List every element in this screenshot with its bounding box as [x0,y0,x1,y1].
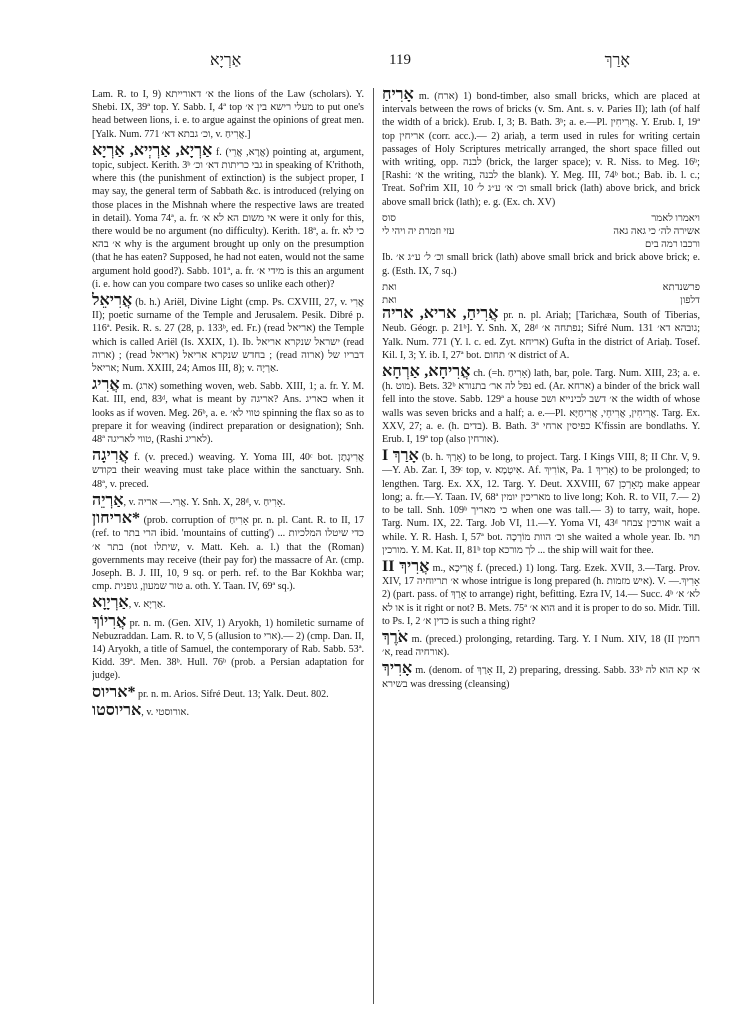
dictionary-entry [92,141,364,291]
verse-fragment-right: ורכבו רמה בים [644,239,700,251]
dictionary-entry [382,88,700,209]
entry-headword: אֲרִיוֹךְ [92,612,127,630]
quoted-verse-row [382,225,700,238]
entry-definition: ch. (=h. אָרִיחַ) lath, bar, pole. Targ. Num. XIII, 23; a. e. (h. מוט). Bets. 32ᵇ נפל לה אר׳ בתנורא ed. (Ar. ארחא) a binder of the brick wall fell into the stove. Sabb. 129ª a house א׳ דשב לבינייא ושב the width of whose walls was seven bricks and a half; a. e.—Pl. אֲרִיחִין, אֲרִיחֵי, אֲרִיחַיָּא. Targ. Ex. XXV, 27; a. e. (h. בדים). B. Bath. 3ª כפיסין ארחי K'fissin are bondlaths. Y. Erub. I, 19ª top (also אורחין). [382,368,700,446]
dictionary-entry [92,88,364,141]
quoted-verse-row [382,281,700,294]
dictionary-entry [92,701,364,719]
dictionary-entry [92,378,364,446]
verse-fragment-left: ואת [382,295,397,307]
entry-definition: m., אֲרִיכָא f. (preced.) 1) long. Targ. Ezek. XVII, 3.—Targ. Prov. XIV, 17 א׳ תריוחיה whose intrigue is long prepared (h. איש מזמות). V. אָרִיךְ.— 2) (part. pass. of אָרַךְ to arrange) right, befitting. Ezra IV, 14.— Succ. 4ᵇ לא׳ א׳ או לא is it right or not? B. Mets. 75ª הוא א׳ and it is proper to do so. Midr. Till. to Ps. I, 2 כדין א׳ is such a thing right? [382,562,700,627]
page-number: 119 [389,52,411,68]
dictionary-entry [92,683,364,701]
quoted-verse-row [382,212,700,225]
verse-fragment-right: ויאמרו לאמר [651,212,700,224]
entry-headword: אֲרִיגָה [92,447,129,465]
entry-definition: Ib. וכ׳ ל׳ ע״ג א׳ small brick (lath) above small brick and brick above brick; e. g. (Esth. IX, 7 sq.) [382,252,700,277]
entry-headword: אֲרִיחַ, אריא, אריה [382,305,499,323]
dictionary-entry [382,557,700,628]
entry-definition: f. (v. preced.) weaving. Y. Yoma III, 40ᶜ bot. אֲרִיגָתָן בקודש their weaving must take place within the sanctuary. Snh. 48ª, v. preced. [92,452,364,490]
entry-headword: אֲרִיךְ II [382,557,430,575]
entry-definition: m. (denom. of אָרַךְ II, 2) preparing, dressing. Sabb. 33ᵇ א׳ קא הוא לה בשירא was dressing (cleansing) [382,665,700,690]
entry-headword: *אריחון [92,510,140,528]
dictionary-entry [382,662,700,690]
verse-fragment-left: סוס [382,212,396,224]
verse-fragment-right: אשירה לה׳ כי גאה גאה [613,226,700,238]
left-column [92,88,364,1008]
right-column [382,88,700,1008]
verse-fragment-left: ואת [382,281,397,293]
page-header [90,52,710,76]
dictionary-entry [92,596,364,611]
entry-headword: אריוסטו [92,701,142,719]
entry-definition: (prob. corruption of אָרִיחַ pr. n. pl. Cant. R. to II, 17 (ref. to הרי בתר ibid. 'mountains of cutting') כדי שיטלו המלכיות ... בתר א׳ (not שיתלו, v. Matt. Keh. a. l.) that the (Roman) governments may receive (their pay for) the massacre of Ar. (cmp. Joseph. B. J. III, 10, 9 sq. or perh. ref. to the Bar Kokhba war; cmp. טור שמעון, גופנית a. oth. Y. Taan. IV, 69ª sq.). [92,515,364,593]
verse-fragment-right: פרשנדתא [662,281,700,293]
entry-headword: אָרִיךְ [382,660,413,678]
entry-headword: אֲרִיחָא, אַרְחָא [382,363,471,381]
entry-headword: אֹרֶךְ [382,628,408,646]
dictionary-entry [92,612,364,683]
entry-headword: אָרַךְ I [382,447,419,465]
entry-headword: אַרְיֵה [92,491,124,509]
entry-definition: pr. n. m. Arios. Sifré Deut. 13; Yalk. Deut. 802. [135,688,329,700]
quoted-verse-row [382,238,700,251]
entry-definition: (b. h.) Ariël, Divine Light (cmp. Ps. CXVIII, 27, v. אֲרִי II); poetic surname of the Temple and Jerusalem. Pesik. Dibré p. 116ª. Pesik. R. s. 27 (28, p. 133ᵇ, ed. Fr.) (read אריאל) the Temple which is called Ariël (Is. XXIX, 1). Ib. ישראל שנקרא אריאל (read ארוה) ; (read אריאל) בחדש שנקרא אריאל ; (read ארוה) דבריו של אריאל; Num. XXIII, 24; Amos III, 8); v. אַרְיָה. [92,297,364,375]
entry-headword: *אריוס [92,683,136,701]
verse-fragment-left: עזי וזמרת יה ויהי לי [382,226,455,238]
header-left-word: אַרְיָא [210,52,242,69]
verse-fragment-right: דלפון [680,295,700,307]
entry-headword: אַרְיָא, אַרְיְיא, אַרְיָא [92,141,213,159]
dictionary-entry [92,512,364,593]
header-right-word: אָרַךְ [604,52,630,69]
entry-headword: אָרִיחַ [382,88,414,103]
entry-definition: f. (אֲרָא, אֲרֵי) pointing at, argument, topic, subject. Kerith. 3ᵇ גבי כריתות דא׳ וכ׳ in speaking of K'rithoth, where this (the punishment of extinction) is the subject proper, I may say, the general term of Sabbath &c. is introduced (relying on those places in the Mishnah where the respective laws are treated in detail). Yoma 74ª, a. fr. אי משום הא לא א׳ were it only for this, there would be no argument (no difficulty). Kerith. 18ª, a. fr. כי לא א׳ בהא why is the argument brought up only on the presumption (that he has eaten? Supposed, he had not eaten, would not the same argument hold good?). Sabb. 101ª, a. fr. מידי א׳ is this an argument (i. e. how can you compare two cases so unlike each other)? [92,146,364,290]
dictionary-entry [92,491,364,509]
entry-definition: m. (ארג) something woven, web. Sabb. XIII, 1; a. fr. Y. M. Kat. III, end, 83ᵈ, what is meant by אריגה? Ans. כאריג when it looks as if woven. Meg. 26ᵇ, a. e. טווי לא׳ spinning the flax so as to prepare it for weaving (indirect preparation or designation); Snh. 48ª טווי לאריגה, (Rashi לאריג). [92,381,364,446]
entry-definition: , v. אַרְיָא. [128,599,166,611]
entry-definition: (b. h. אָרַךְ) to be long, to project. Targ. I Kings VIII, 8; II Chr. V, 9.—Y. Ab. Zar. I, 39ᶜ top, v. אִיטְמָא. Af. אוֹרִיךְ, Pa. אָרִיךְ 1) to be prolonged; to lengthen. Targ. Ex. XX, 12. Targ. Y. Deut. XXVIII, 67 מְאָרְכִן make appear long; a. fr.—Y. Taan. IV, 68ª מאריכין יומין to live long; Koh. R. to VII, 7.— 2) to be tall. Snh. 109ᵇ כי מאריך when one was tall.— 3) to tarry, wait, hope. Targ. Num. IX, 22. Targ. Job VI, 11.—Y. Yoma VI, 43ᵈ אורכין צבחר wait a while. Y. R. Hash. I, 57ª bot. וכ׳ הוות מוֹרְכָה she waited a whole year. Ib. תוי מורכין. Y. M. Kat. II, 81ᵇ top לך מורכא ... the ship will wait for thee. [382,452,700,556]
entry-definition: m. (preced.) prolonging, retarding. Targ. Y. I Num. XIV, 18 (II רחמין א׳, read אורחיה). [382,633,700,659]
entry-definition: , v. אורוסטי. [141,706,189,718]
dictionary-entry [382,307,700,362]
dictionary-entry [382,628,700,659]
dictionary-entry [382,251,700,277]
entry-definition: m. (ארח) 1) bond-timber, also small bricks, which are placed at intervals between the rows of bricks (v. Sm. Ant. s. v. Paries II); lath (of half the width of a brick). Erub. I, 3; B. Bath. 3ᵇ; a. e.—Pl. אֲרִיחִין. Y. Erub. I, 19ª top אריחין (corr. acc.).— 2) ariaḥ, a term used in rules for writing certain passages of Holy Scriptures metrically arranged, the short space filled out with writing, opp. לבנה (brick, the larger space); v. R. Niss. to Meg. 16ᵇ; [Rashi: א׳ the writing, לבנה the blank). Y. Meg. III, 74ᵇ bot.; Bab. ib. l. c.; Treat. Sof'rim XII, 10 וכ׳ א׳ ע״ג ל׳ small brick (lath) above brick, and brick above small brick (lath); e. g. (Ex. ch. XV) [382,91,700,208]
entry-headword: אַרְיָוָא [92,594,129,612]
entry-definition: pr. n. pl. Ariaḥ; [Tarichæa, South of Tiberias, Neub. Géogr. p. 21ᵇ]. Y. Snh. X, 28ᵈ נפתחה א׳; Sifré Num. 131 גובהא דא׳; Yalk. Num. 771 (Y. l. c. ed. Zyt. אריחא) Gufta in the district of Ariaḥ. Tosef. Kil. I, 3; Y. ib. I, 27ª bot. א׳ תחום district of A. [382,310,700,361]
entry-definition: , v. אֲרִי.— אריה. Y. Snh. X, 28ᵈ, v. אָרִיחַ. [123,496,286,508]
entry-headword: אֲרִיג [92,376,120,394]
column-divider [373,88,374,1004]
entry-definition: Lam. R. to I, 9) א׳ דאורייתא the lions of the Law (scholars). Y. Shebi. IX, 39ª top. Y. Sabb. I, 4ª top מעלי רישא בין א׳ to put one's head between lions, i. e. to argue against the opinions of great men. [Yalk. Num. 771 וכ׳ גבתא דא׳, v. אֲרִיחַ.] [92,89,364,140]
dictionary-entry [382,449,700,557]
dictionary-entry [92,294,364,375]
entry-headword: אֲרִיאֵל [92,292,133,310]
dictionary-entry [92,449,364,491]
dictionary-entry [382,365,700,446]
entry-definition: pr. n. m. (Gen. XIV, 1) Aryokh, 1) homiletic surname of Nebuzraddan. Lam. R. to V, 5 (allusion to ארי).— 2) (cmp. Dan. II, 14) Aryokh, a title of Samuel, the contemporary of Rab. Sabb. 53ª. Kidd. 39ª. Men. 38ᵇ. Hull. 76ᵇ (prob. a Persian adaptation for judge). [92,617,364,682]
